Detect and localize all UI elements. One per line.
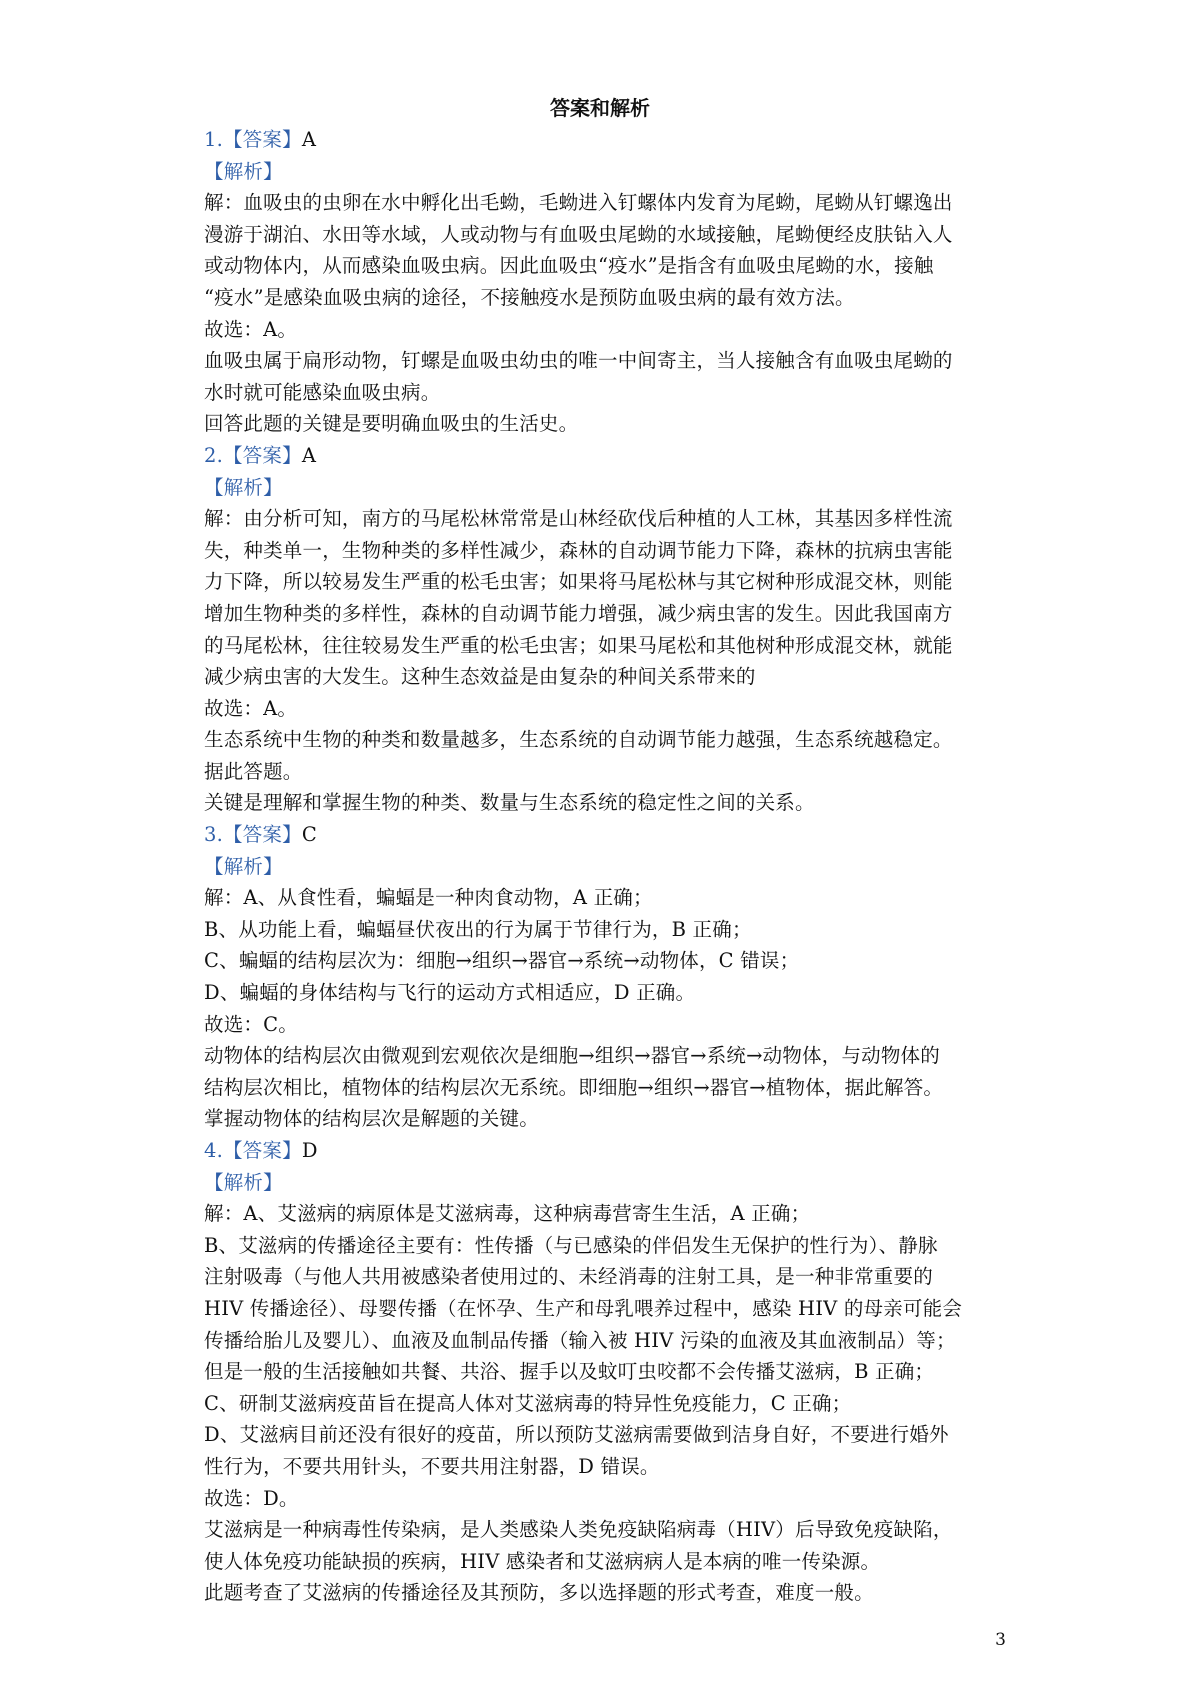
- analysis-line: “疫水”是感染血吸虫病的途径，不接触疫水是预防血吸虫病的最有效方法。: [204, 285, 855, 309]
- analysis-line: 据此答题。: [204, 759, 303, 783]
- analysis-line: 此题考查了艾滋病的传播途径及其预防，多以选择题的形式考查，难度一般。: [204, 1581, 874, 1605]
- analysis-line: 漫游于湖泊、水田等水域，人或动物与有血吸虫尾蚴的水域接触，尾蚴便经皮肤钻入人: [204, 222, 953, 246]
- answer-line-4: [204, 1135, 1004, 1167]
- analysis-label: 【解析】: [204, 475, 283, 499]
- analysis-line: C、蝙蝠的结构层次为：细胞→组织→器官→系统→动物体，C 错误；: [204, 949, 800, 973]
- analysis-line: 生态系统中生物的种类和数量越多，生态系统的自动调节能力越强，生态系统越稳定。: [204, 728, 953, 752]
- question-number: 3.: [204, 823, 224, 847]
- analysis-line: 力下降，所以较易发生严重的松毛虫害；如果将马尾松林与其它树种形成混交林，则能: [204, 570, 953, 594]
- analysis-line: 的马尾松林，往往较易发生严重的松毛虫害；如果马尾松和其他树种形成混交林，就能: [204, 633, 953, 657]
- analysis-line: 减少病虫害的大发生。这种生态效益是由复杂的种间关系带来的: [204, 665, 756, 689]
- analysis-line: 失，种类单一，生物种类的多样性减少，森林的自动调节能力下降，森林的抗病虫害能: [204, 538, 953, 562]
- analysis-line: 故选：A。: [204, 696, 298, 720]
- analysis-line: 水时就可能感染血吸虫病。: [204, 380, 441, 404]
- analysis-line: 动物体的结构层次由微观到宏观依次是细胞→组织→器官→系统→动物体，与动物体的: [204, 1044, 940, 1068]
- analysis-line: 解：由分析可知，南方的马尾松林常常是山林经砍伐后种植的人工林，其基因多样性流: [204, 507, 953, 531]
- analysis-line: 故选：D。: [204, 1486, 299, 1510]
- answer-line-3: [204, 819, 1004, 851]
- answer-line-2: [204, 440, 1004, 472]
- analysis-line: 关键是理解和掌握生物的种类、数量与生态系统的稳定性之间的关系。: [204, 791, 815, 815]
- analysis-line: 回答此题的关键是要明确血吸虫的生活史。: [204, 412, 579, 436]
- analysis-line: 或动物体内，从而感染血吸虫病。因此血吸虫“疫水”是指含有血吸虫尾蚴的水，接触: [204, 254, 934, 278]
- analysis-line: C、研制艾滋病疫苗旨在提高人体对艾滋病毒的特异性免疫能力，C 正确；: [204, 1391, 852, 1415]
- answer-value: A: [301, 128, 317, 151]
- question-number: 4.: [204, 1139, 224, 1162]
- analysis-label: 【解析】: [204, 1170, 283, 1194]
- page-number: 3: [995, 1630, 1006, 1650]
- analysis-line: B、艾滋病的传播途径主要有：性传播（与已感染的伴侣发生无保护的性行为）、静脉: [204, 1233, 938, 1257]
- analysis-line: 故选：A。: [204, 317, 298, 341]
- analysis-line: 性行为，不要共用针头，不要共用注射器，D 错误。: [204, 1454, 660, 1478]
- analysis-line: B、从功能上看，蝙蝠昼伏夜出的行为属于节律行为，B 正确；: [204, 917, 752, 941]
- analysis-line: D、蝙蝠的身体结构与飞行的运动方式相适应，D 正确。: [204, 981, 696, 1005]
- answer-label: 【答案】: [223, 1139, 302, 1162]
- analysis-line: 故选：C。: [204, 1012, 298, 1036]
- analysis-line: 使人体免疫功能缺损的疾病，HIV 感染者和艾滋病病人是本病的唯一传染源。: [204, 1549, 881, 1573]
- answer-value: C: [301, 823, 317, 847]
- analysis-line: 注射吸毒（与他人共用被感染者使用过的、未经消毒的注射工具，是一种非常重要的: [204, 1265, 933, 1289]
- answer-label: 【答案】: [223, 443, 302, 467]
- answer-line-1: [204, 124, 1004, 156]
- answer-label: 【答案】: [223, 823, 302, 847]
- analysis-line: 血吸虫属于扁形动物，钉螺是血吸虫幼虫的唯一中间寄主，当人接触含有血吸虫尾蚴的: [204, 349, 953, 373]
- analysis-label: 【解析】: [204, 159, 283, 183]
- analysis-line: 但是一般的生活接触如共餐、共浴、握手以及蚊叮虫咬都不会传播艾滋病，B 正确；: [204, 1360, 935, 1384]
- question-number: 1.: [204, 128, 224, 151]
- analysis-line: HIV 传播途径）、母婴传播（在怀孕、生产和母乳喂养过程中，感染 HIV 的母亲可能会: [204, 1296, 963, 1320]
- analysis-line: D、艾滋病目前还没有很好的疫苗，所以预防艾滋病需要做到洁身自好，不要进行婚外: [204, 1423, 949, 1447]
- answer-value: D: [301, 1139, 318, 1162]
- analysis-label: 【解析】: [204, 854, 283, 878]
- analysis-line: 解：A、从食性看，蝙蝠是一种肉食动物，A 正确；: [204, 886, 653, 910]
- analysis-line: 解：A、艾滋病的病原体是艾滋病毒，这种病毒营寄生生活，A 正确；: [204, 1202, 811, 1226]
- question-number: 2.: [204, 443, 224, 467]
- answer-label: 【答案】: [223, 128, 302, 151]
- analysis-line: 解：血吸虫的虫卵在水中孵化出毛蚴，毛蚴进入钉螺体内发育为尾蚴，尾蚴从钉螺逸出: [204, 191, 953, 215]
- page-title: 答案和解析: [550, 96, 650, 120]
- answers-content: [204, 124, 1004, 1609]
- answer-value: A: [301, 443, 317, 467]
- analysis-line: 结构层次相比，植物体的结构层次无系统。即细胞→组织→器官→植物体，据此解答。: [204, 1075, 944, 1099]
- analysis-line: 传播给胎儿及婴儿）、血液及血制品传播（输入被 HIV 污染的血液及其血液制品）等；: [204, 1328, 956, 1352]
- analysis-line: 增加生物种类的多样性，森林的自动调节能力增强，减少病虫害的发生。因此我国南方: [204, 601, 953, 625]
- analysis-line: 掌握动物体的结构层次是解题的关键。: [204, 1107, 539, 1131]
- analysis-line: 艾滋病是一种病毒性传染病，是人类感染人类免疫缺陷病毒（HIV）后导致免疫缺陷，: [204, 1518, 953, 1542]
